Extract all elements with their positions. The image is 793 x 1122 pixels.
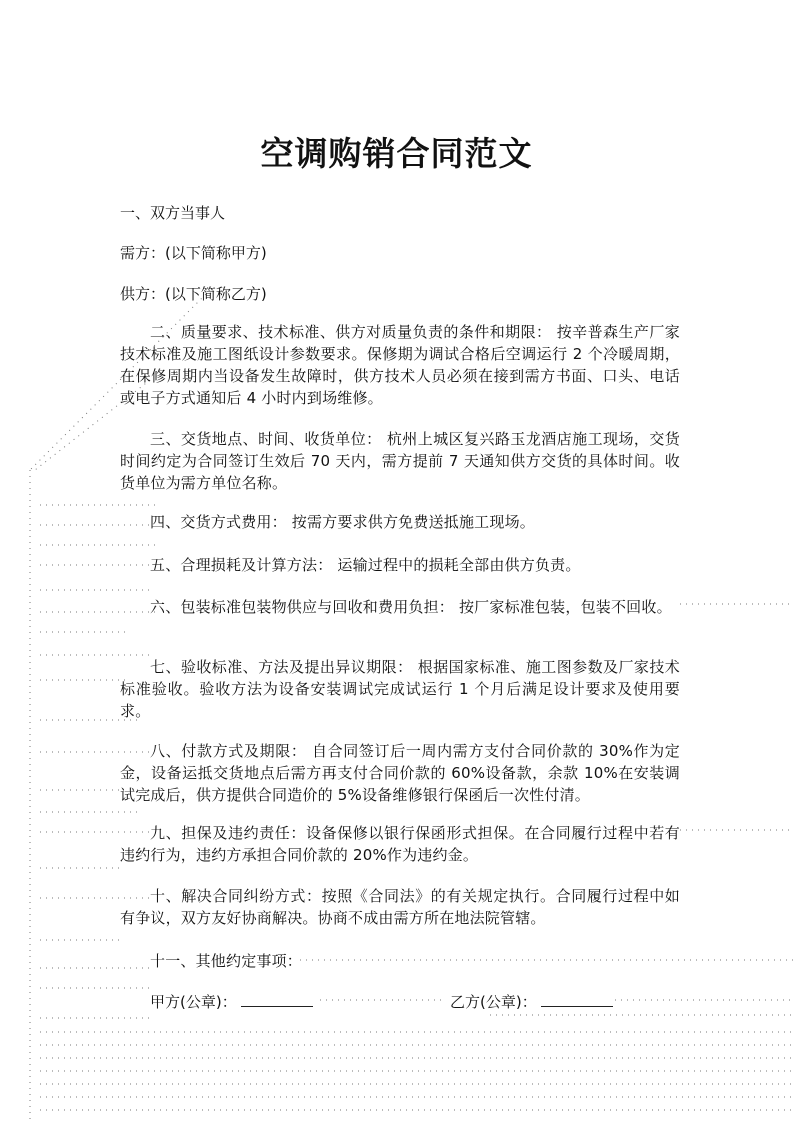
section-packaging: 六、包装标准包装物供应与回收和费用负担： 按厂家标准包装，包装不回收。	[150, 598, 672, 616]
party-a-line: 需方：(以下简称甲方)	[120, 244, 267, 262]
section-acceptance: 七、验收标准、方法及提出异议期限： 根据国家标准、施工图参数及厂家技术标准验收。验收方法为设备安装调试完成试运行 1 个月后满足设计要求及使用要求。	[120, 658, 680, 720]
party-b-seal-label: 乙方(公章)：	[450, 993, 537, 1011]
party-b-signature-blank	[541, 992, 613, 1007]
signature-party-a	[150, 992, 313, 1012]
party-b-line: 供方：(以下简称乙方)	[120, 285, 267, 303]
document-title: 空调购销合同范文	[260, 134, 533, 173]
section-dispute: 十、解决合同纠纷方式：按照《合同法》的有关规定执行。合同履行过程中如有争议，双方友好协商解决。协商不成由需方所在地法院管辖。	[120, 887, 680, 927]
section-other: 十一、其他约定事项：	[150, 952, 303, 970]
section-guarantee: 九、担保及违约责任：设备保修以银行保函形式担保。在合同履行过程中若有违约行为，违约方承担合同价款的 20%作为违约金。	[120, 824, 680, 864]
section-loss: 五、合理损耗及计算方法： 运输过程中的损耗全部由供方负责。	[150, 556, 581, 574]
section-delivery-cost: 四、交货方式费用： 按需方要求供方免费送抵施工现场。	[150, 513, 535, 531]
party-a-seal-label: 甲方(公章)：	[150, 993, 237, 1011]
section-quality: 二、质量要求、技术标准、供方对质量负责的条件和期限： 按辛普森生产厂家技术标准及施工图纸设计参数要求。保修期为调试合格后空调运行 2 个冷暖周期，在保修周期内当设备发生故障时，供方技术人员必须在接到需方书面、口头、电话或电子方式通知后 4 小时内到场维修。	[120, 323, 680, 407]
section-parties: 一、双方当事人	[120, 204, 226, 222]
signature-party-b	[450, 992, 613, 1012]
section-delivery-place: 三、交货地点、时间、收货单位： 杭州上城区复兴路玉龙酒店施工现场，交货时间约定为合同签订生效后 70 天内，需方提前 7 天通知供方交货的具体时间。收货单位为需方单位名称。	[120, 430, 680, 492]
section-payment: 八、付款方式及期限： 自合同签订后一周内需方支付合同价款的 30%作为定金，设备运抵交货地点后需方再支付合同价款的 60%设备款，余款 10%在安装调试完成后，供方提供合同造价的 5%设备维修银行保函后一次性付清。	[120, 742, 680, 804]
party-a-signature-blank	[241, 992, 313, 1007]
